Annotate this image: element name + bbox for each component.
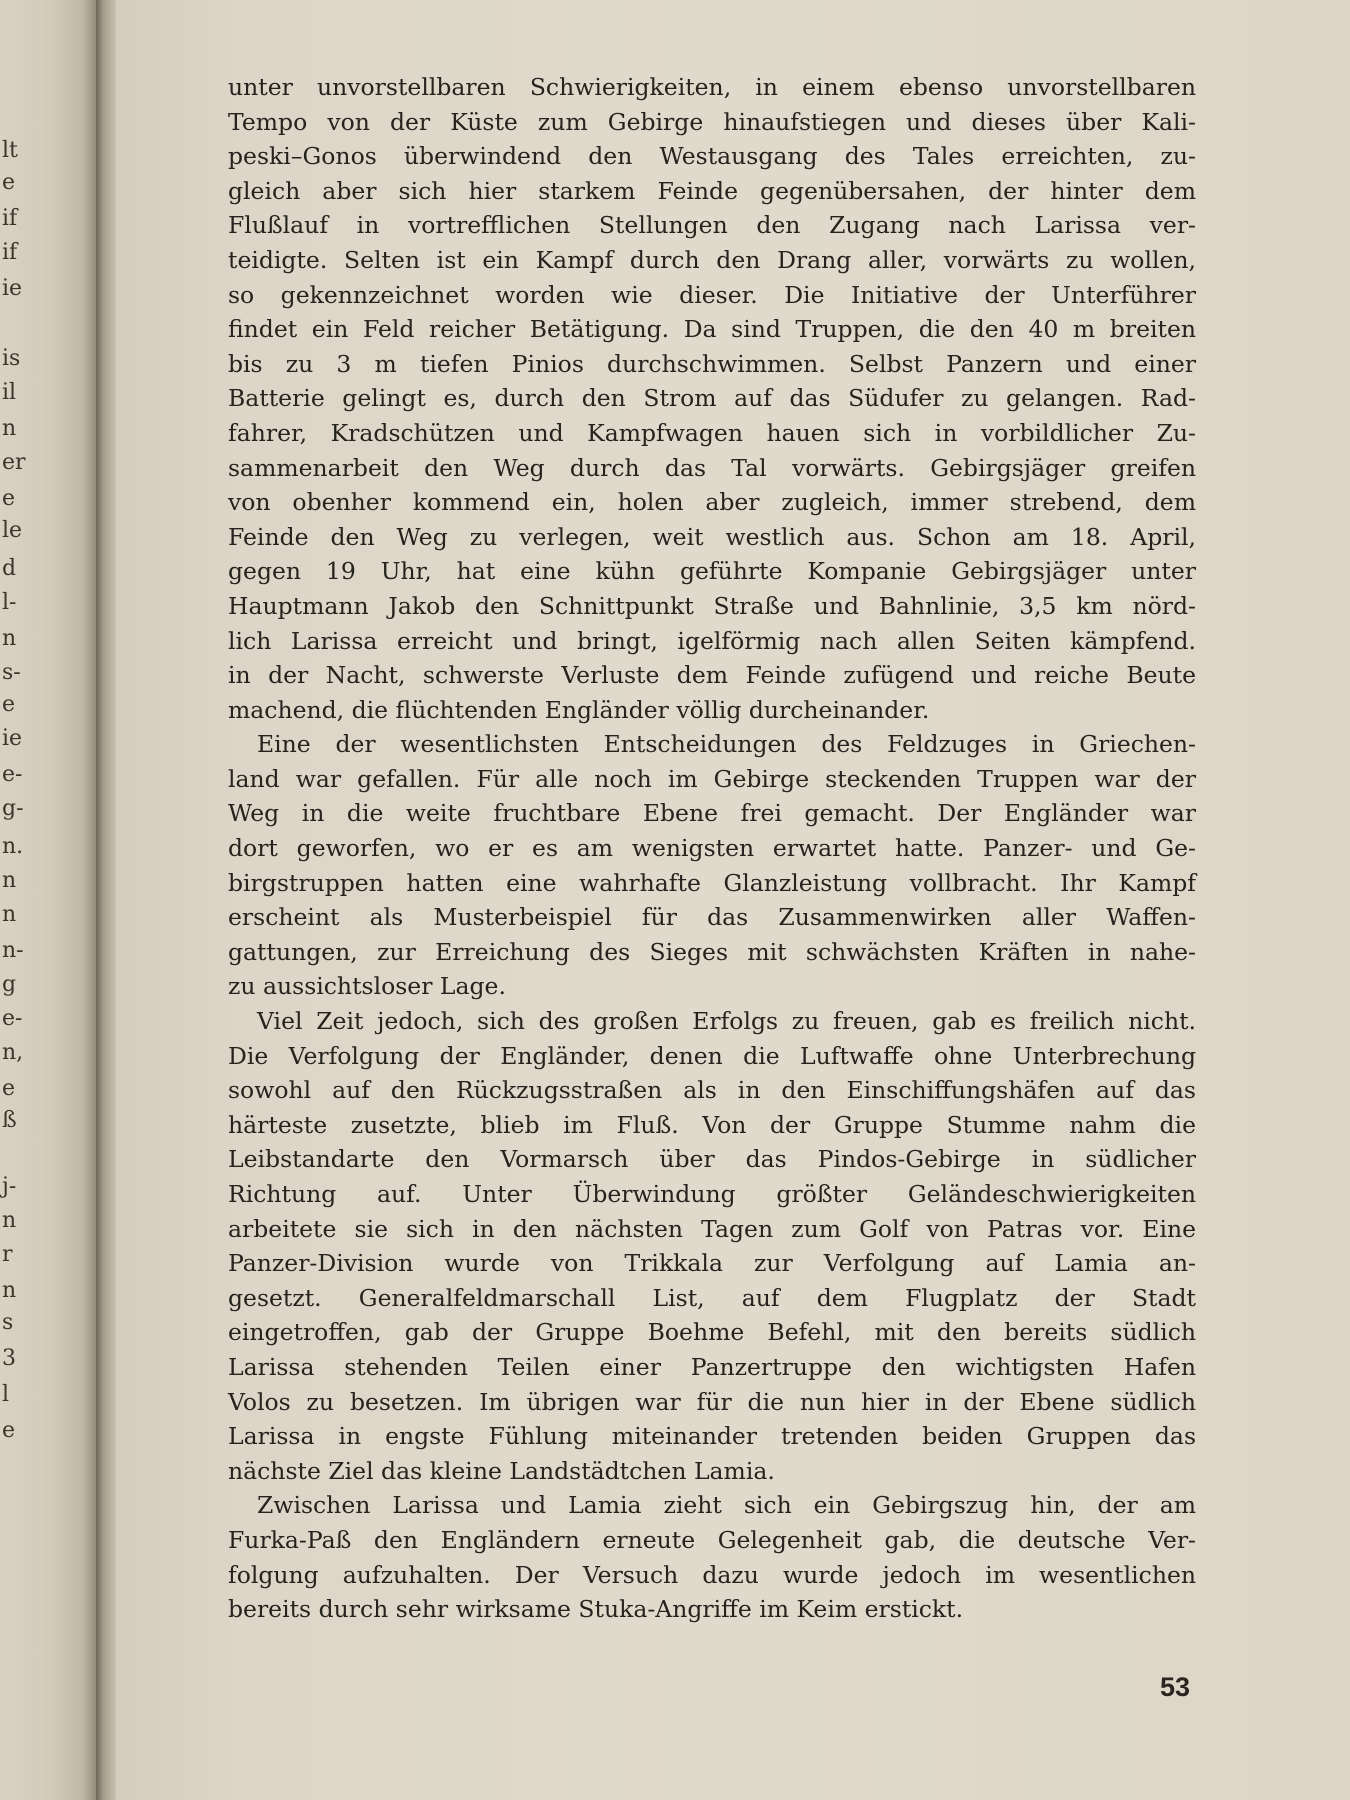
left-page-fragment: lt — [2, 138, 18, 163]
text-line: machend, die flüchtenden Engländer völlig durcheinander. — [228, 695, 930, 724]
text-line: Tempo von der Küste zum Gebirge hinaufstiegen und dieses über Kali- — [228, 107, 1196, 136]
text-line: Zwischen Larissa und Lamia zieht sich ein Gebirgszug hin, der am — [257, 1491, 1196, 1520]
paragraph — [228, 70, 1196, 727]
left-page-fragment: s- — [2, 660, 21, 685]
text-line: arbeitete sie sich in den nächsten Tagen zum Golf von Patras vor. Eine — [228, 1214, 1196, 1243]
text-line: Eine der wesentlichsten Entscheidungen des Feldzuges in Griechen- — [257, 730, 1196, 759]
left-page-fragment: n — [2, 626, 17, 651]
text-line: Volos zu besetzen. Im übrigen war für die nun hier in der Ebene südlich — [228, 1387, 1196, 1416]
text-line: findet ein Feld reicher Betätigung. Da sind Truppen, die den 40 m breiten — [228, 315, 1196, 344]
left-page-fragment: e — [2, 1076, 16, 1101]
text-line: Larissa stehenden Teilen einer Panzertruppe den wichtigsten Hafen — [228, 1352, 1196, 1381]
left-page-fragment: if — [2, 240, 18, 265]
text-line: Die Verfolgung der Engländer, denen die Luftwaffe ohne Unterbrechung — [228, 1041, 1196, 1070]
left-page-fragment: if — [2, 206, 18, 231]
text-line: teidigte. Selten ist ein Kampf durch den Drang aller, vorwärts zu wollen, — [228, 245, 1196, 274]
text-line: fahrer, Kradschützen und Kampfwagen hauen sich in vorbildlicher Zu- — [228, 418, 1196, 447]
left-page-fragment: n. — [2, 834, 24, 859]
left-page-fragment: n — [2, 1278, 17, 1303]
page-number: 53 — [1160, 1672, 1191, 1702]
paragraph — [228, 1004, 1196, 1488]
text-line: härteste zusetzte, blieb im Fluß. Von der Gruppe Stumme nahm die — [228, 1110, 1196, 1139]
left-page-fragment: e- — [2, 1006, 23, 1031]
text-line: gleich aber sich hier starkem Feinde gegenübersahen, der hinter dem — [228, 176, 1196, 205]
text-line: Weg in die weite fruchtbare Ebene frei gemacht. Der Engländer war — [228, 799, 1196, 828]
left-page-fragment: j- — [2, 1174, 17, 1199]
text-line: Feinde den Weg zu verlegen, weit westlich aus. Schon am 18. April, — [228, 522, 1196, 551]
text-line: dort geworfen, wo er es am wenigsten erwartet hatte. Panzer- und Ge- — [228, 834, 1196, 863]
text-line: gattungen, zur Erreichung des Sieges mit schwächsten Kräften in nahe- — [228, 937, 1196, 966]
paragraph — [228, 727, 1196, 1004]
text-line: peski–Gonos überwindend den Westausgang des Tales erreichten, zu- — [228, 142, 1196, 171]
text-line: in der Nacht, schwerste Verluste dem Feinde zufügend und reiche Beute — [228, 661, 1196, 690]
text-line: Furka-Paß den Engländern erneute Gelegenheit gab, die deutsche Ver- — [228, 1525, 1196, 1554]
left-page-fragment: n, — [2, 1040, 24, 1065]
left-page-fragment: s — [2, 1310, 14, 1335]
text-line: Panzer-Division wurde von Trikkala zur Verfolgung auf Lamia an- — [228, 1249, 1196, 1278]
text-line: gesetzt. Generalfeldmarschall List, auf dem Flugplatz der Stadt — [228, 1283, 1196, 1312]
left-page-fragment: e — [2, 1418, 16, 1443]
body-text — [228, 70, 1196, 1627]
text-line: Batterie gelingt es, durch den Strom auf das Südufer zu gelangen. Rad- — [228, 384, 1196, 413]
left-page-fragment: n- — [2, 938, 24, 963]
text-line: nächste Ziel das kleine Landstädtchen Lamia. — [228, 1456, 775, 1485]
text-line: folgung aufzuhalten. Der Versuch dazu wurde jedoch im wesentlichen — [228, 1560, 1196, 1589]
text-line: Viel Zeit jedoch, sich des großen Erfolgs zu freuen, gab es freilich nicht. — [257, 1007, 1196, 1036]
text-line: birgstruppen hatten eine wahrhafte Glanzleistung vollbracht. Ihr Kampf — [228, 868, 1196, 897]
left-page-fragment: le — [2, 518, 23, 543]
left-page-fragment: g- — [2, 796, 24, 821]
left-page-fragment: n — [2, 416, 17, 441]
book-gutter — [96, 0, 118, 1800]
left-page-fragment: l- — [2, 590, 17, 615]
left-page-fragment: r — [2, 1242, 13, 1267]
text-line: Larissa in engste Fühlung miteinander tretenden beiden Gruppen das — [228, 1422, 1196, 1451]
left-page-fragments — [0, 0, 98, 1800]
text-line: land war gefallen. Für alle noch im Gebirge steckenden Truppen war der — [228, 764, 1196, 793]
text-line: lich Larissa erreicht und bringt, igelförmig nach allen Seiten kämpfend. — [228, 626, 1196, 655]
text-line: Leibstandarte den Vormarsch über das Pindos-Gebirge in südlicher — [228, 1145, 1196, 1174]
left-page-fragment: g — [2, 972, 17, 997]
text-line: sowohl auf den Rückzugsstraßen als in den Einschiffungshäfen auf das — [228, 1076, 1196, 1105]
left-page-fragment: l — [2, 1382, 10, 1407]
left-page-fragment: e- — [2, 762, 23, 787]
text-line: gegen 19 Uhr, hat eine kühn geführte Kompanie Gebirgsjäger unter — [228, 557, 1196, 586]
left-page-fragment: is — [2, 346, 21, 371]
text-line: Richtung auf. Unter Überwindung größter Geländeschwierigkeiten — [228, 1180, 1196, 1208]
left-page-fragment: ß — [2, 1108, 17, 1133]
text-line: eingetroffen, gab der Gruppe Boehme Befehl, mit den bereits südlich — [228, 1318, 1196, 1347]
left-page-fragment: n — [2, 902, 17, 927]
text-line: zu aussichtsloser Lage. — [228, 972, 506, 1001]
left-page-edge — [0, 0, 98, 1800]
text-line: unter unvorstellbaren Schwierigkeiten, in einem ebenso unvorstellbaren — [228, 73, 1196, 101]
text-line: bis zu 3 m tiefen Pinios durchschwimmen. Selbst Panzern und einer — [228, 349, 1196, 378]
left-page-fragment: n — [2, 868, 17, 893]
left-page-fragment: er — [2, 450, 26, 475]
text-line: Hauptmann Jakob den Schnittpunkt Straße und Bahnlinie, 3,5 km nörd- — [228, 591, 1196, 620]
left-page-fragment: 3 — [2, 1346, 16, 1371]
left-page-fragment: e — [2, 692, 16, 717]
left-page-fragment: d — [2, 556, 17, 581]
left-page-fragment: e — [2, 170, 16, 195]
text-line: bereits durch sehr wirksame Stuka-Angriffe im Keim erstickt. — [228, 1595, 964, 1624]
left-page-fragment: il — [2, 380, 17, 405]
left-page-fragment: n — [2, 1208, 17, 1233]
text-line: sammenarbeit den Weg durch das Tal vorwärts. Gebirgsjäger greifen — [228, 453, 1196, 482]
text-line: von obenher kommend ein, holen aber zugleich, immer strebend, dem — [228, 488, 1196, 517]
paragraph — [228, 1488, 1196, 1626]
text-line: so gekennzeichnet worden wie dieser. Die Initiative der Unterführer — [228, 280, 1196, 309]
left-page-fragment: e — [2, 486, 16, 511]
text-line: erscheint als Musterbeispiel für das Zusammenwirken aller Waffen- — [228, 903, 1196, 932]
left-page-fragment: ie — [2, 726, 23, 751]
text-line: Flußlauf in vortrefflichen Stellungen den Zugang nach Larissa ver- — [228, 211, 1196, 240]
left-page-fragment: ie — [2, 276, 23, 301]
